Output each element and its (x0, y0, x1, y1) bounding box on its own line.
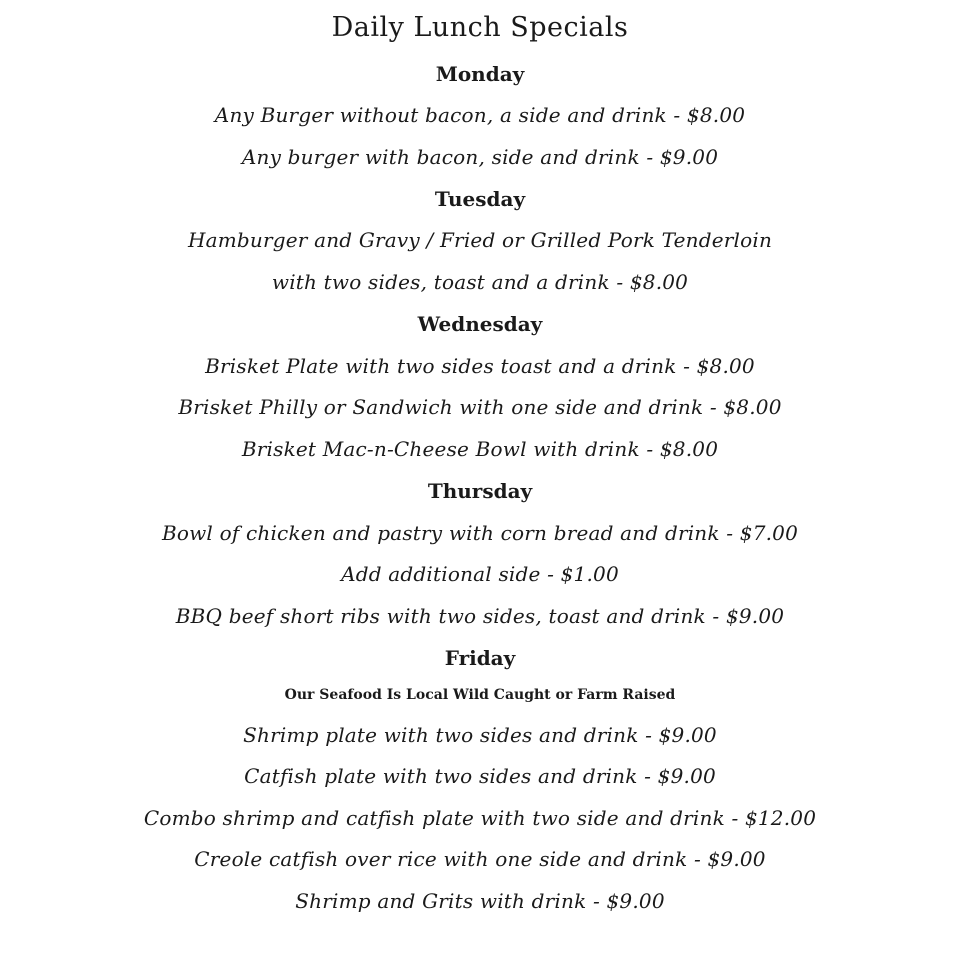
menu-title: Daily Lunch Specials (331, 12, 629, 43)
menu-item: Brisket Plate with two sides toast and a drink - $8.00 (205, 354, 755, 378)
menu-item: Brisket Philly or Sandwich with one side and drink - $8.00 (178, 395, 782, 419)
menu-item: Brisket Mac-n-Cheese Bowl with drink - $8.00 (241, 437, 719, 461)
menu-item: Combo shrimp and catfish plate with two side and drink - $12.00 (143, 806, 817, 830)
day-heading-thursday: Thursday (427, 479, 533, 503)
menu-item: Bowl of chicken and pastry with corn bread and drink - $7.00 (161, 521, 799, 545)
day-heading-wednesday: Wednesday (417, 312, 543, 336)
menu-item: Creole catfish over rice with one side and drink - $9.00 (194, 847, 766, 871)
menu-item: Hamburger and Gravy / Fried or Grilled Pork Tenderloin (187, 228, 773, 252)
menu-item: Catfish plate with two sides and drink - $9.00 (244, 764, 716, 788)
day-heading-monday: Monday (435, 62, 525, 86)
menu-item: BBQ beef short ribs with two sides, toast and drink - $9.00 (175, 604, 785, 628)
menu-item: Add additional side - $1.00 (341, 562, 619, 586)
menu-item: Any burger with bacon, side and drink - $9.00 (241, 145, 719, 169)
seafood-note: Our Seafood Is Local Wild Caught or Farm Raised (284, 687, 676, 703)
menu-item: with two sides, toast and a drink - $8.00 (271, 270, 689, 294)
menu-item: Shrimp and Grits with drink - $9.00 (295, 889, 665, 913)
menu-item: Any Burger without bacon, a side and drink - $8.00 (214, 103, 746, 127)
day-heading-friday: Friday (444, 646, 516, 670)
day-heading-tuesday: Tuesday (434, 187, 526, 211)
menu-item: Shrimp plate with two sides and drink - $9.00 (243, 723, 717, 747)
